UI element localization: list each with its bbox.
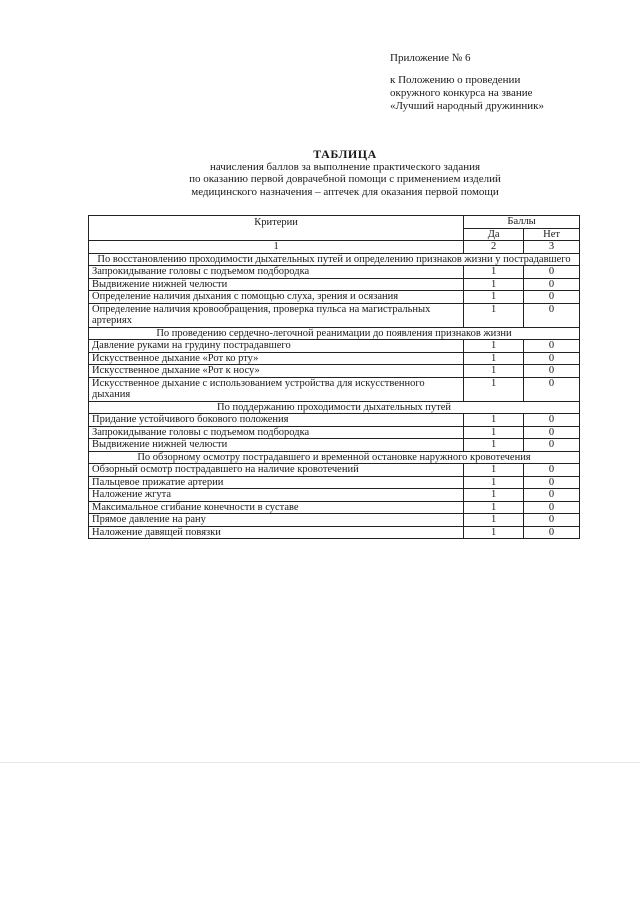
table-row [89, 426, 580, 439]
yes-score-cell: 1 [464, 489, 524, 502]
no-score-cell: 0 [524, 278, 580, 291]
yes-score-cell: 1 [464, 526, 524, 539]
points-header: Баллы [464, 216, 580, 229]
table-row [89, 476, 580, 489]
yes-score-cell: 1 [464, 291, 524, 304]
criterion-cell: Придание устойчивого бокового положения [89, 414, 464, 427]
criterion-cell: Прямое давление на рану [89, 514, 464, 527]
yes-score-cell: 1 [464, 352, 524, 365]
annex-line: окружного конкурса на звание [390, 87, 533, 99]
criterion-cell: Пальцевое прижатие артерии [89, 476, 464, 489]
table-row [89, 365, 580, 378]
criterion-cell: Максимальное сгибание конечности в суставе [89, 501, 464, 514]
column-number: 1 [89, 241, 464, 254]
no-score-cell: 0 [524, 303, 580, 327]
yes-header: Да [464, 228, 524, 241]
criteria-header: Критерии [89, 216, 464, 241]
criterion-cell: Давление руками на грудину пострадавшего [89, 340, 464, 353]
criterion-cell: Запрокидывание головы с подъемом подбородка [89, 266, 464, 279]
yes-score-cell: 1 [464, 278, 524, 291]
criterion-cell: Обзорный осмотр пострадавшего на наличие кровотечений [89, 464, 464, 477]
yes-score-cell: 1 [464, 266, 524, 279]
yes-score-cell: 1 [464, 340, 524, 353]
criterion-cell: Наложение давящей повязки [89, 526, 464, 539]
yes-score-cell: 1 [464, 377, 524, 401]
heading-line: медицинского назначения – аптечек для оказания первой помощи [191, 185, 499, 198]
criterion-cell: Определение наличия дыхания с помощью слуха, зрения и осязания [89, 291, 464, 304]
no-score-cell: 0 [524, 514, 580, 527]
section-title: По проведению сердечно-легочной реанимации до появления признаков жизни [89, 327, 580, 340]
column-number: 2 [464, 241, 524, 254]
scoring-table [88, 215, 580, 539]
no-score-cell: 0 [524, 377, 580, 401]
criterion-cell: Выдвижение нижней челюсти [89, 278, 464, 291]
no-score-cell: 0 [524, 501, 580, 514]
table-row [89, 340, 580, 353]
no-score-cell: 0 [524, 266, 580, 279]
table-heading [80, 148, 610, 198]
table-row [89, 377, 580, 401]
annex-block [390, 52, 544, 113]
no-score-cell: 0 [524, 291, 580, 304]
heading-title: ТАБЛИЦА [313, 147, 377, 161]
section-row [89, 451, 580, 464]
no-score-cell: 0 [524, 365, 580, 378]
yes-score-cell: 1 [464, 464, 524, 477]
table-row [89, 414, 580, 427]
criterion-cell: Искусственное дыхание «Рот к носу» [89, 365, 464, 378]
table-row [89, 439, 580, 452]
table-row [89, 303, 580, 327]
criterion-cell: Определение наличия кровообращения, проверка пульса на магистральных артериях [89, 303, 464, 327]
no-score-cell: 0 [524, 340, 580, 353]
yes-score-cell: 1 [464, 426, 524, 439]
yes-score-cell: 1 [464, 501, 524, 514]
annex-number: Приложение № 6 [390, 52, 471, 64]
section-row [89, 327, 580, 340]
table-row [89, 526, 580, 539]
annex-line: к Положению о проведении [390, 74, 521, 86]
table-row [89, 464, 580, 477]
criterion-cell: Искусственное дыхание с использованием устройства для искусственного дыхания [89, 377, 464, 401]
table-row [89, 514, 580, 527]
no-score-cell: 0 [524, 476, 580, 489]
yes-score-cell: 1 [464, 439, 524, 452]
annex-line: «Лучший народный дружинник» [390, 100, 544, 112]
section-row [89, 253, 580, 266]
yes-score-cell: 1 [464, 476, 524, 489]
yes-score-cell: 1 [464, 303, 524, 327]
table-row [89, 266, 580, 279]
heading-line: начисления баллов за выполнение практического задания [209, 160, 481, 173]
no-score-cell: 0 [524, 526, 580, 539]
section-title: По поддержанию проходимости дыхательных путей [89, 401, 580, 414]
criterion-cell: Наложение жгута [89, 489, 464, 502]
table-row [89, 501, 580, 514]
no-score-cell: 0 [524, 426, 580, 439]
yes-score-cell: 1 [464, 414, 524, 427]
table-row [89, 291, 580, 304]
no-score-cell: 0 [524, 352, 580, 365]
criterion-cell: Выдвижение нижней челюсти [89, 439, 464, 452]
no-score-cell: 0 [524, 439, 580, 452]
no-header: Нет [524, 228, 580, 241]
column-number: 3 [524, 241, 580, 254]
column-number-row [89, 241, 580, 254]
scoring-table-body [89, 216, 580, 539]
table-row [89, 278, 580, 291]
section-row [89, 401, 580, 414]
no-score-cell: 0 [524, 489, 580, 502]
table-row [89, 352, 580, 365]
section-title: По восстановлению проходимости дыхательных путей и определению признаков жизни у пострадавшего [89, 253, 580, 266]
criterion-cell: Запрокидывание головы с подъемом подбородка [89, 426, 464, 439]
section-title: По обзорному осмотру пострадавшего и временной остановке наружного кровотечения [89, 451, 580, 464]
no-score-cell: 0 [524, 414, 580, 427]
yes-score-cell: 1 [464, 365, 524, 378]
heading-line: по оказанию первой доврачебной помощи с применением изделий [189, 173, 501, 185]
criterion-cell: Искусственное дыхание «Рот ко рту» [89, 352, 464, 365]
header-row [89, 216, 580, 229]
table-row [89, 489, 580, 502]
yes-score-cell: 1 [464, 514, 524, 527]
no-score-cell: 0 [524, 464, 580, 477]
